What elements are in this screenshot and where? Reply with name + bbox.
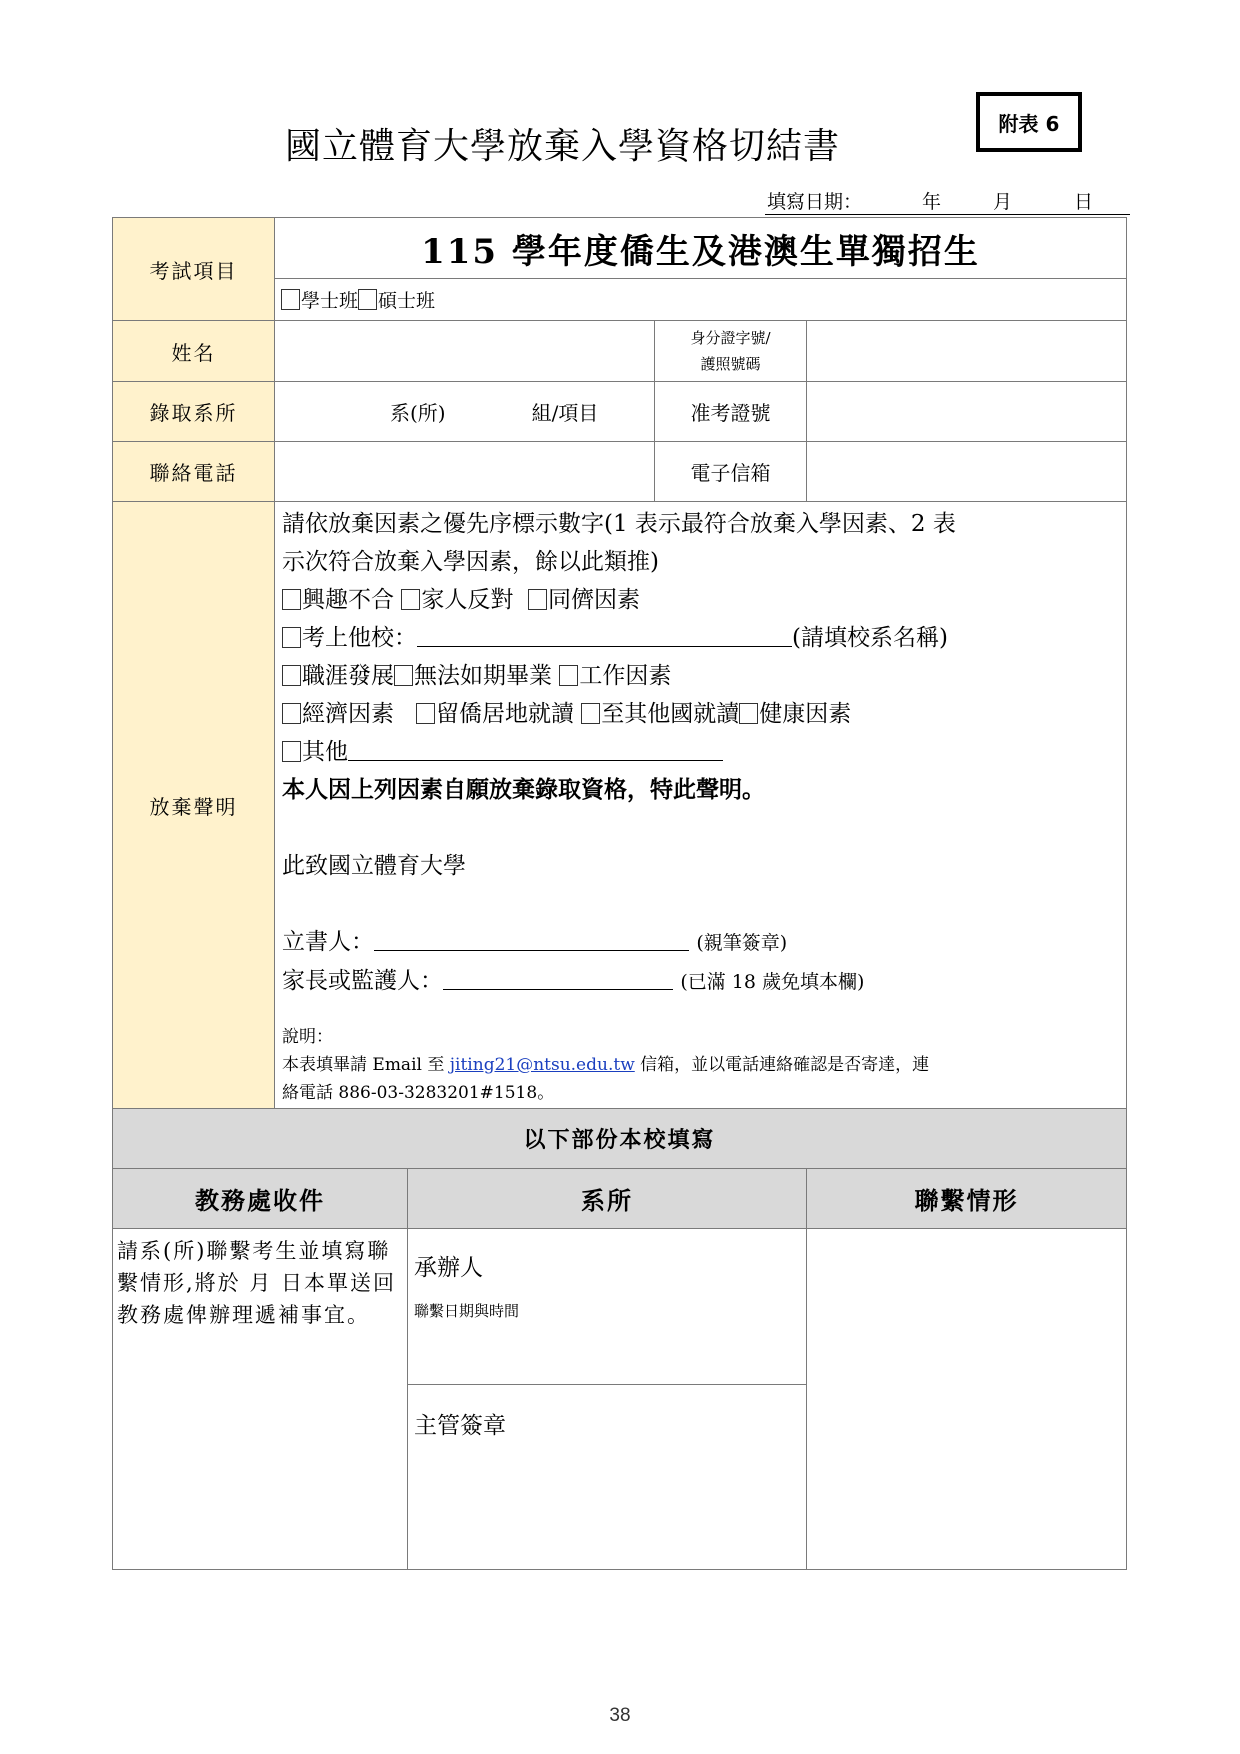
addressee: 此致國立體育大學	[282, 853, 466, 879]
office-section-title: 以下部份本校填寫	[112, 1108, 1127, 1169]
reason-health-checkbox[interactable]	[739, 703, 758, 724]
handler-label: 承辦人	[414, 1255, 483, 1281]
reason-peer-label: 同儕因素	[547, 587, 640, 613]
reason-stay-home-checkbox[interactable]	[416, 703, 435, 724]
note-label: 說明：	[282, 1027, 333, 1047]
reason-other-label: 其他	[302, 739, 348, 765]
office-col-contact-status: 聯繫情形	[806, 1168, 1127, 1229]
date-month-label: 月	[993, 191, 1013, 213]
reason-career-checkbox[interactable]	[282, 665, 301, 686]
reasons-row-5	[282, 733, 1127, 771]
reason-graduation-label: 無法如期畢業	[414, 663, 552, 689]
note-text-part2: 信箱，並以電話連絡確認是否寄達，連	[634, 1055, 930, 1075]
program-options	[274, 278, 1127, 321]
reasons-row-1	[282, 581, 1127, 619]
other-school-blank[interactable]	[417, 624, 792, 647]
phone-label: 聯絡電話	[112, 441, 275, 502]
phone-field[interactable]	[274, 441, 655, 502]
contact-status-field[interactable]	[806, 1228, 1127, 1570]
reasons-row-3	[282, 657, 1127, 695]
guardian-hint: (已滿 18 歲免填本欄)	[680, 971, 865, 993]
reason-other-school-label: 考上他校：	[302, 625, 417, 651]
reason-family-checkbox[interactable]	[401, 589, 420, 610]
waiver-label: 放棄聲明	[112, 501, 275, 1109]
reason-interest-checkbox[interactable]	[282, 589, 301, 610]
reason-peer-checkbox[interactable]	[528, 589, 547, 610]
guardian-line	[282, 962, 1127, 1001]
contact-datetime-label: 聯繫日期與時間	[414, 1302, 520, 1320]
id-field[interactable]	[806, 320, 1127, 382]
date-day-label: 日	[1074, 191, 1094, 213]
reason-career-label: 職涯發展	[302, 663, 394, 689]
signer-hint: (親筆簽章)	[696, 932, 788, 954]
note-text	[282, 1051, 1127, 1079]
id-label-line2: 護照號碼	[700, 355, 761, 373]
contact-email-link[interactable]: jiting21@ntsu.edu.tw	[449, 1055, 635, 1075]
id-label-line1: 身分證字號/	[690, 329, 771, 347]
instruction-line-1: 請依放棄因素之優先序標示數字(1 表示最符合放棄入學因素、2 表	[282, 511, 956, 537]
email-field[interactable]	[806, 441, 1127, 502]
other-school-hint: (請填校系名稱)	[792, 625, 948, 651]
reason-interest-label: 興趣不合	[302, 587, 394, 613]
reason-other-school-checkbox[interactable]	[282, 627, 301, 648]
date-label: 填寫日期：	[767, 191, 863, 213]
reason-work-checkbox[interactable]	[559, 665, 578, 686]
bachelor-checkbox[interactable]	[281, 289, 300, 310]
page-number: 38	[609, 1705, 631, 1726]
email-label: 電子信箱	[654, 441, 807, 502]
office-col-registry: 教務處收件	[112, 1168, 408, 1229]
reason-abroad-label: 至其他國就讀	[601, 701, 740, 727]
id-label	[654, 320, 807, 382]
reason-other-blank[interactable]	[348, 738, 723, 761]
reason-economic-label: 經濟因素	[302, 701, 394, 727]
reason-stay-home-label: 留僑居地就讀	[435, 701, 574, 727]
reason-abroad-checkbox[interactable]	[581, 703, 600, 724]
reason-health-label: 健康因素	[759, 701, 852, 727]
dept-field[interactable]	[274, 381, 655, 442]
guardian-signature-blank[interactable]	[443, 967, 673, 990]
signer-signature-blank[interactable]	[374, 928, 689, 951]
name-label: 姓名	[112, 320, 275, 382]
group-suffix: 組/項目	[531, 401, 599, 425]
note-phone: 絡電話 886-03-3283201#1518。	[282, 1083, 555, 1103]
guardian-label: 家長或監護人：	[282, 968, 443, 994]
note-text-part1: 本表填畢請 Email 至	[282, 1055, 450, 1075]
date-year-label: 年	[922, 191, 942, 213]
signer-line	[282, 923, 1127, 962]
reason-family-label: 家人反對	[421, 587, 514, 613]
dept-label: 錄取系所	[112, 381, 275, 442]
master-label: 碩士班	[378, 290, 436, 312]
instruction-line-2: 示次符合放棄入學因素，餘以此類推)	[282, 549, 659, 575]
exam-item-label: 考試項目	[112, 217, 275, 321]
declaration: 本人因上列因素自願放棄錄取資格，特此聲明。	[282, 777, 765, 803]
waiver-statement	[282, 505, 1127, 1107]
reason-work-label: 工作因素	[579, 663, 672, 689]
registry-instructions: 請系(所)聯繫考生並填寫聯繫情形,將於 月 日本單送回教務處俾辦理遞補事宜。	[112, 1228, 408, 1570]
bachelor-label: 學士班	[301, 290, 359, 312]
admission-ticket-field[interactable]	[806, 381, 1127, 442]
admission-ticket-label: 准考證號	[654, 381, 807, 442]
reason-other-checkbox[interactable]	[282, 741, 301, 762]
dept-suffix: 系(所)	[390, 401, 446, 425]
master-checkbox[interactable]	[358, 289, 377, 310]
reasons-row-2	[282, 619, 1127, 657]
office-col-department: 系所	[407, 1168, 807, 1229]
handler-cell[interactable]	[407, 1228, 807, 1385]
signer-label: 立書人：	[282, 929, 374, 955]
exam-item-value: 115 學年度僑生及港澳生單獨招生	[274, 217, 1127, 279]
reason-economic-checkbox[interactable]	[282, 703, 301, 724]
reason-graduation-checkbox[interactable]	[394, 665, 413, 686]
supervisor-signature-cell[interactable]	[407, 1384, 807, 1570]
name-field[interactable]	[274, 320, 655, 382]
form-title: 國立體育大學放棄入學資格切結書	[285, 126, 841, 167]
reasons-row-4	[282, 695, 1127, 733]
fill-date-field[interactable]	[765, 186, 1130, 215]
supervisor-label: 主管簽章	[414, 1413, 506, 1439]
annex-badge: 附表 6	[976, 92, 1082, 152]
